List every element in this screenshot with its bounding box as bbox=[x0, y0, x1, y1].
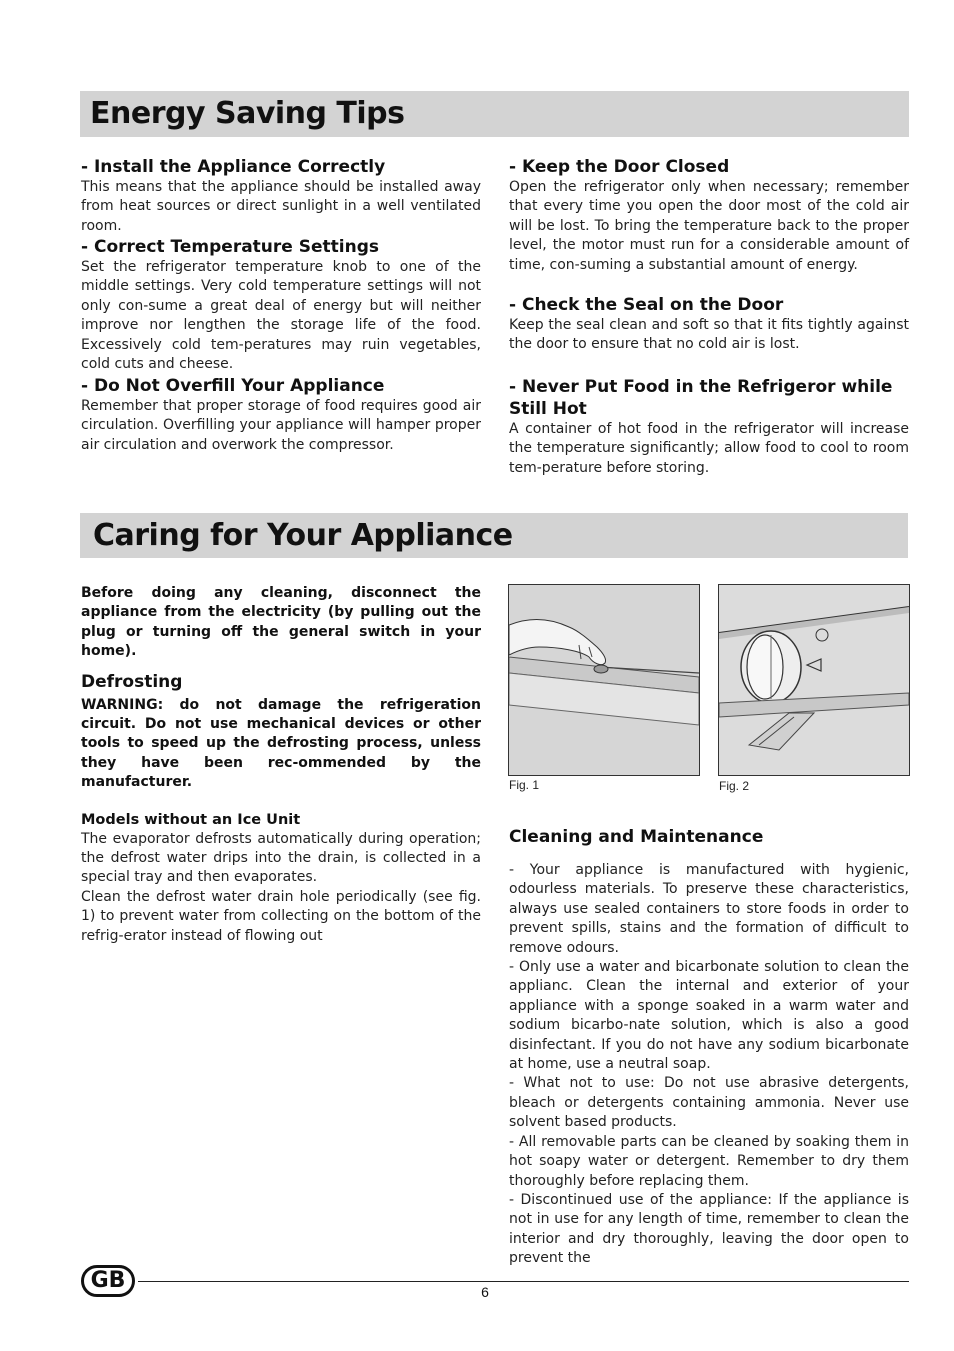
models-subheading: Models without an Ice Unit bbox=[81, 811, 301, 828]
tip-text: A container of hot food in the refrigerator will increase the temperature significantly; allow food to cool to room tem-perature before storing. bbox=[509, 421, 909, 476]
energy-section-header bbox=[80, 91, 909, 137]
page-number: 6 bbox=[481, 1284, 489, 1300]
tip-text: This means that the appliance should be installed away from heat sources or direct sunlight in a well ventilated room. bbox=[81, 179, 481, 234]
tip-text: Set the refrigerator temperature knob to one of the middle settings. Very cold temperature settings will not only con-sume a great deal of energy but will neither improve nor lengthen the storage life of the food. Excessively cold tem-peratures may ruin vegetables, cold cuts and cheese. bbox=[81, 259, 481, 373]
tip-heading: - Do Not Overfill Your Appliance bbox=[81, 376, 385, 396]
figure-1-image bbox=[508, 584, 700, 776]
tip-door-seal bbox=[509, 294, 909, 355]
tip-heading: - Never Put Food in the Refrigeror while Still Hot bbox=[509, 377, 893, 419]
cleaning-heading: Cleaning and Maintenance bbox=[509, 827, 764, 847]
tip-text: Open the refrigerator only when necessary; remember that every time you open the door most of the cold air will be lost. To bring the temperature back to the proper level, the motor must run for a considerable amount of time, con-suming a substantial amount of energy. bbox=[509, 179, 909, 273]
disconnect-warning: Before doing any cleaning, disconnect the appliance from the electricity (by pulling out the plug or turning off the general switch in your home). bbox=[81, 585, 481, 660]
tip-text: Remember that proper storage of food requires good air circulation. Overfilling your appliance will hamper proper air circulation and overwork the compressor. bbox=[81, 398, 481, 453]
tip-heading: - Correct Temperature Settings bbox=[81, 237, 379, 257]
tip-door-closed bbox=[509, 156, 909, 275]
footer-divider bbox=[138, 1281, 909, 1282]
figure-2-caption: Fig. 2 bbox=[719, 779, 750, 793]
language-badge: GB bbox=[81, 1265, 135, 1297]
tip-heading: - Check the Seal on the Door bbox=[509, 295, 784, 315]
defrosting-heading: Defrosting bbox=[81, 671, 183, 692]
energy-section-title: Energy Saving Tips bbox=[90, 96, 405, 131]
cleaning-paragraph: - Your appliance is manufactured with hygienic, odourless materials. To preserve these characteristics, always use sealed containers to store foods in order to prevent spills, stains and the formation of difficult to remove odours. bbox=[509, 862, 909, 956]
cleaning-paragraph: - What not to use: Do not use abrasive detergents, bleach or detergents containing ammonia. Never use solvent based products. bbox=[509, 1075, 909, 1131]
cleaning-paragraph: - Discontinued use of the appliance: If the appliance is not in use for any length of time, remember to clean the interior and dry thoroughly, leaving the door open to prevent the bbox=[509, 1191, 909, 1267]
tip-temperature bbox=[81, 236, 481, 374]
tip-overfill bbox=[81, 375, 481, 455]
cleaning-paragraph: - Only use a water and bicarbonate solution to clean the applianc. Clean the internal and exterior of your appliance with a sponge soaked in a warm water and sodium bicarbo-nate solution, which is also a good disinfectant. If you do not have any sodium bicarbonate at home, use a neutral soap. bbox=[509, 959, 909, 1073]
cleaning-section bbox=[509, 826, 909, 1269]
caring-section-title: Caring for Your Appliance bbox=[93, 518, 513, 553]
caring-left-column bbox=[81, 584, 481, 946]
tip-hot-food bbox=[509, 376, 909, 478]
figure-2-image bbox=[718, 584, 910, 776]
caring-section-header bbox=[80, 513, 908, 558]
tip-install bbox=[81, 156, 481, 236]
defrost-text: The evaporator defrosts automatically during operation; the defrost water drips into the drain, is collected in a special tray and then evaporates. bbox=[81, 830, 481, 886]
tip-text: Keep the seal clean and soft so that it fits tightly against the door to ensure that no cold air is lost. bbox=[509, 317, 909, 353]
figure-1-caption: Fig. 1 bbox=[509, 778, 540, 792]
cleaning-paragraph: - All removable parts can be cleaned by soaking them in hot soapy water or detergent. Remember to dry them thoroughly before replacing them. bbox=[509, 1133, 909, 1189]
tip-heading: - Install the Appliance Correctly bbox=[81, 157, 386, 177]
drain-text: Clean the defrost water drain hole periodically (see fig. 1) to prevent water from collecting on the bottom of the refrig-erator instead of flowing out bbox=[81, 888, 481, 944]
tip-heading: - Keep the Door Closed bbox=[509, 157, 730, 177]
defrosting-warning: WARNING: do not damage the refrigeration circuit. Do not use mechanical devices or other tools to speed up the defrosting process, unless they have been rec-ommended by the manufacturer. bbox=[81, 696, 481, 791]
